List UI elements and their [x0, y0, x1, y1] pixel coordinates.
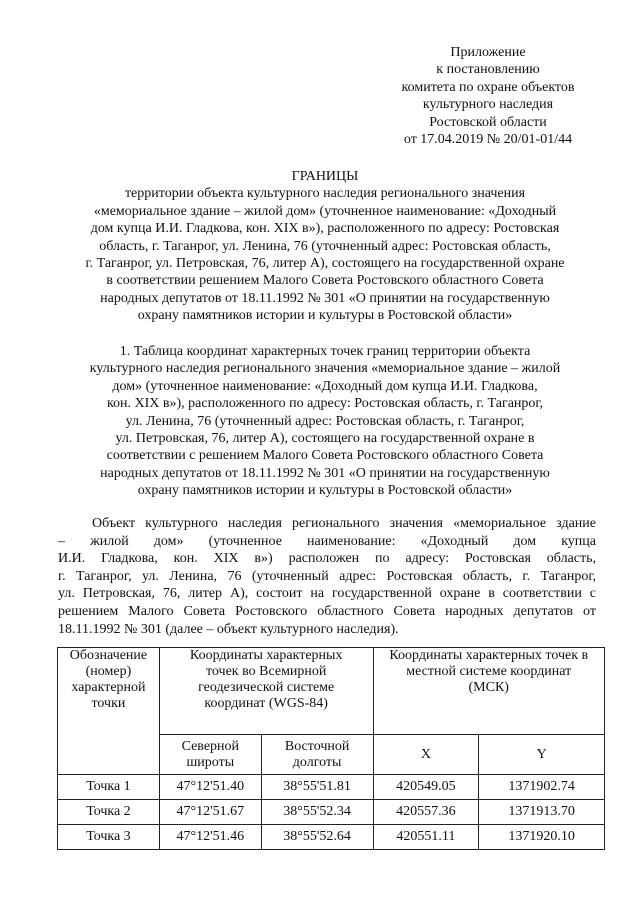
table-row	[58, 775, 605, 800]
cell-point: Точка 1	[58, 775, 160, 800]
paragraph-line: Объект культурного наследия регионального значения «мемориальное здание	[92, 516, 596, 531]
table-row	[58, 825, 605, 850]
header-wgs84: Координаты характерных точек во Всемирной геодезической системе координат (WGS-84)	[159, 648, 373, 735]
paragraph-line: решением Малого Совета Ростовского областного Совета народных депутатов от	[58, 603, 596, 619]
table-row	[58, 800, 605, 825]
section-line: ул. Петровская, 76, литер А), состоящего на государственной охране в	[115, 431, 535, 447]
section-line: культурного наследия регионального значения «мемориальное здание – жилой	[89, 361, 561, 377]
paragraph-line: г. Таганрог, ул. Ленина, 76 (уточненный адрес: Ростовская область, г. Таганрог,	[58, 568, 596, 584]
cell-north: 47°12'51.46	[159, 825, 261, 850]
section-line: ул. Ленина, 76 (уточненный адрес: Ростовская область, г. Таганрог,	[125, 413, 525, 429]
title-line: в соответствии решением Малого Совета Ростовского областного Совета	[106, 273, 544, 289]
section-line: дом» (уточненное наименование: «Доходный дом купца И.И. Гладкова,	[112, 378, 538, 394]
header-y: Y	[479, 735, 605, 775]
cell-point: Точка 2	[58, 800, 160, 825]
paragraph-line: И.И. Гладкова, кон. XIX в») расположен по адресу: Ростовская область,	[58, 551, 596, 567]
title-line: «мемориальное здание – жилой дом» (уточненное наименование: «Доходный	[93, 203, 557, 219]
appendix-header	[380, 44, 596, 148]
title-line: территории объекта культурного наследия регионального значения	[124, 186, 526, 202]
cell-x: 420551.11	[373, 825, 479, 850]
title-line: народных депутатов от 18.11.1992 № 301 «О принятии на государственную	[100, 290, 550, 306]
cell-east: 38°55'52.34	[261, 800, 373, 825]
cell-x: 420557.36	[373, 800, 479, 825]
title-line: охрану памятников истории и культуры в Ростовской области»	[137, 308, 513, 324]
section-line: охрану памятников истории и культуры в Ростовской области»	[137, 483, 513, 499]
table-header-row	[58, 648, 605, 735]
cell-point: Точка 3	[58, 825, 160, 850]
section-line: соответствии с решением Малого Совета Ростовского областного Совета	[106, 448, 544, 464]
cell-north: 47°12'51.40	[159, 775, 261, 800]
header-north-latitude: Северной широты	[159, 735, 261, 775]
header-point-id: Обозначение (номер) характерной точки	[58, 648, 160, 775]
appendix-line: комитета по охране объектов	[401, 79, 575, 95]
body-paragraph	[58, 515, 596, 638]
title-line: г. Таганрог, ул. Петровская, 76, литер А), состоящего на государственной охране	[85, 256, 565, 272]
cell-north: 47°12'51.67	[159, 800, 261, 825]
header-x: X	[373, 735, 479, 775]
section-line: кон. XIX в»), расположенного по адресу: Ростовская область, г. Таганрог,	[106, 396, 544, 412]
cell-y: 1371902.74	[479, 775, 605, 800]
cell-x: 420549.05	[373, 775, 479, 800]
section-line: 1. Таблица координат характерных точек границ территории объекта	[119, 344, 531, 359]
title-line: дом купца И.И. Гладкова, кон. XIX в»), расположенного по адресу: Ростовская	[90, 221, 560, 237]
coordinates-table	[57, 647, 605, 850]
cell-y: 1371920.10	[479, 825, 605, 850]
appendix-line: от 17.04.2019 № 20/01-01/44	[403, 132, 573, 148]
section-line: народных депутатов от 18.11.1992 № 301 «О принятии на государственную	[100, 465, 550, 481]
cell-east: 38°55'51.81	[261, 775, 373, 800]
title-line: область, г. Таганрог, ул. Ленина, 76 (уточненный адрес: Ростовская область,	[99, 238, 551, 254]
appendix-line: Приложение	[450, 45, 526, 60]
paragraph-line: – жилой дом» (уточненное наименование: «Доходный дом купца	[58, 533, 596, 549]
cell-y: 1371913.70	[479, 800, 605, 825]
appendix-line: Ростовской области	[429, 114, 547, 130]
title-heading: ГРАНИЦЫ	[291, 169, 359, 184]
paragraph-line: 18.11.1992 № 301 (далее – объект культурного наследия).	[58, 621, 399, 637]
cell-east: 38°55'52.64	[261, 825, 373, 850]
section-1-heading	[40, 343, 610, 500]
header-east-longitude: Восточной долготы	[261, 735, 373, 775]
header-msk: Координаты характерных точек в местной системе координат (МСК)	[373, 648, 605, 735]
document-title	[40, 168, 610, 325]
appendix-line: к постановлению	[436, 62, 540, 78]
appendix-line: культурного наследия	[422, 97, 554, 113]
paragraph-line: ул. Петровская, 76, литер А), состоит на государственной охране в соответствии с	[58, 586, 596, 602]
